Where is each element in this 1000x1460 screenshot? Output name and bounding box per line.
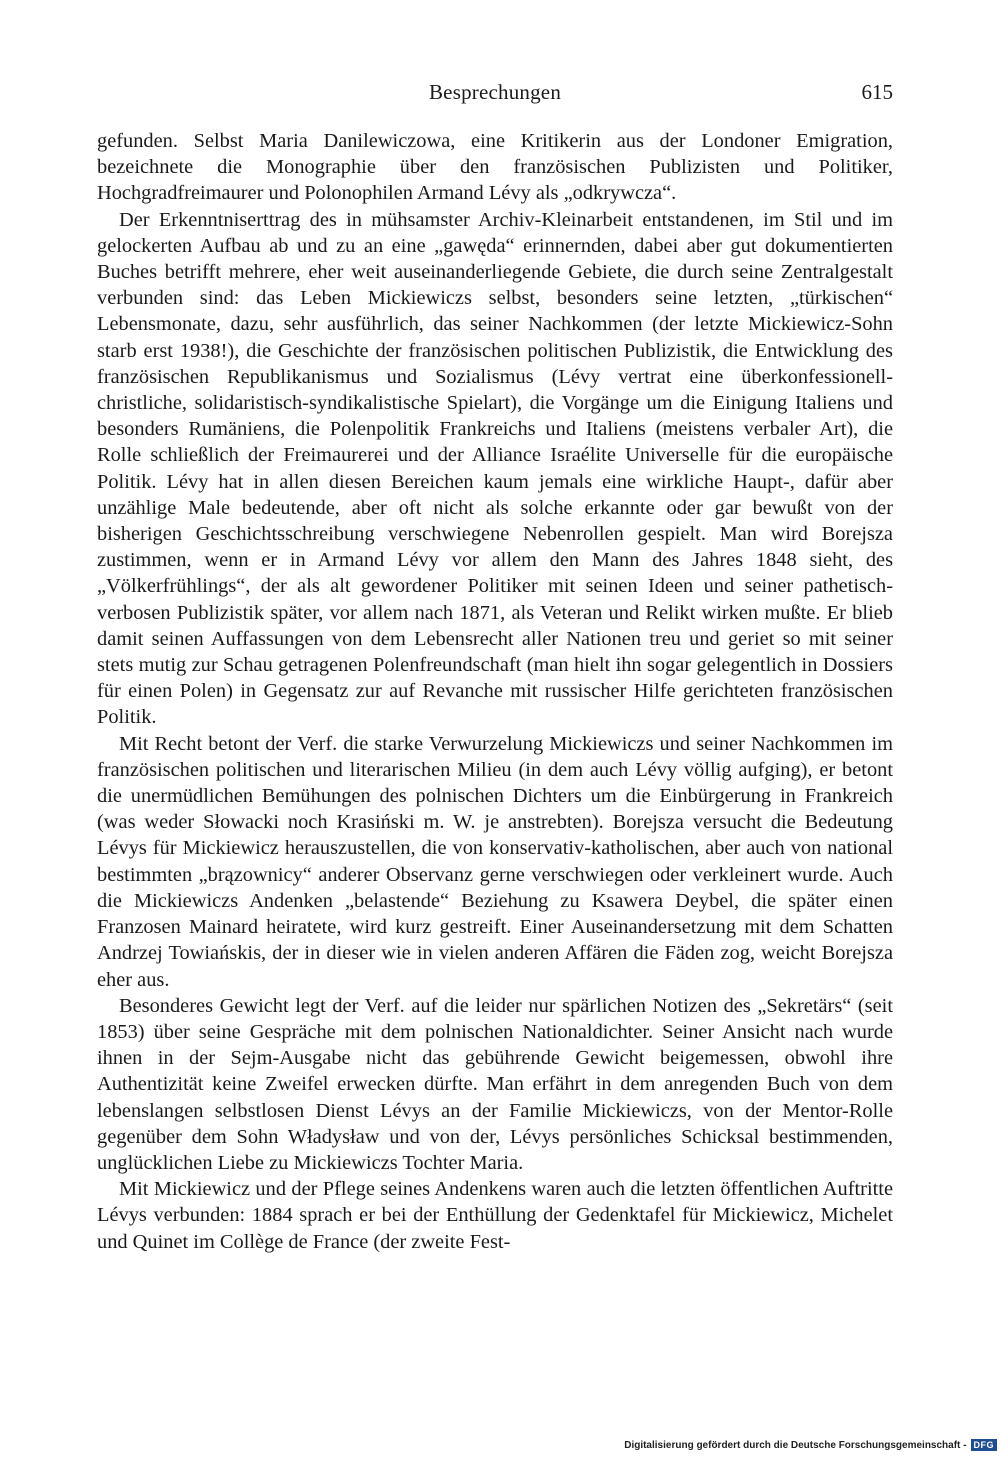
article-body	[97, 128, 893, 1255]
dfg-credit-text: Digitalisierung gefördert durch die Deutsche Forschungsgemeinschaft -	[624, 1439, 967, 1451]
paragraph: Mit Recht betont der Verf. die starke Verwurzelung Mickiewiczs und seiner Nachkommen im französischen politischen und literarischen Milieu (in dem auch Lévy völlig aufging), er betont die unermüdlichen Bemühungen des polnischen Dichters um die Einbürgerung in Frankreich (was weder Słowacki noch Krasiński m. W. je anstrebten). Borejsza versucht die Bedeutung Lévys für Mickiewicz herauszustellen, die von konservativ-katholischen, aber auch von national bestimmten „brązownicy“ anderer Observanz gerne verschwiegen oder verkleinert wurde. Auch die Mickiewiczs Andenken „belastende“ Beziehung zu Ksawera Deybel, die später einen Franzosen Mainard heiratete, wird kurz gestreift. Einer Auseinandersetzung mit dem Schatten Andrzej Towiańskis, der in dieser wie in vielen anderen Affären die Fäden zog, weicht Borejsza eher aus.	[97, 732, 893, 991]
paragraph: Besonderes Gewicht legt der Verf. auf die leider nur spärlichen Notizen des „Sekretärs“ (seit 1853) über seine Gespräche mit dem polnischen Nationaldichter. Seiner Ansicht nach wurde ihnen in der Sejm-Ausgabe nicht das gebührende Gewicht beigemessen, obwohl ihre Authentizität keine Zweifel erwecken dürfte. Man erfährt in dem anregenden Buch von dem lebenslangen selbstlosen Dienst Lévys an der Familie Mickiewiczs, von der Mentor-Rolle gegenüber dem Sohn Władysław und von der, Lévys persönliches Schicksal bestimmenden, unglücklichen Liebe zu Mickiewiczs Tochter Maria.	[97, 994, 893, 1174]
running-title: Besprechungen	[428, 80, 562, 104]
page-header	[97, 80, 893, 106]
paragraph: Der Erkenntniserttrag des in mühsamster Archiv-Kleinarbeit entstandenen, im Stil und im gelockerten Aufbau ab und zu an eine „gawęda“ erinnernden, dabei aber gut dokumentierten Buches betrifft mehrere, eher weit auseinanderliegende Gebiete, die durch seine Zentralgestalt verbunden sind: das Leben Mickiewiczs selbst, besonders seine letzten, „türkischen“ Lebensmonate, dazu, sehr ausführlich, das seiner Nachkommen (der letzte Mickiewicz-Sohn starb erst 1938!), die Geschichte der französischen politischen Publizistik, die Entwicklung des französischen Republikanismus und Sozialismus (Lévy vertrat eine überkonfessionell-christliche, solidaristisch-syndikalistische Spielart), die Vorgänge um die Einigung Italiens und besonders Rumäniens, die Polenpolitik Frankreichs und Italiens (meistens verbaler Art), die Rolle schließlich der Freimaurerei und der Alliance Israélite Universelle für die europäische Politik. Lévy hat in allen diesen Bereichen kaum jemals eine wirkliche Haupt-, dafür aber unzählige Male bedeutende, aber oft nicht als solche erkannte oder gar bewußt von der bisherigen Geschichtsschreibung verschwiegene Nebenrollen gespielt. Man wird Borejsza zustimmen, wenn er in Armand Lévy vor allem den Mann des Jahres 1848 sieht, des „Völkerfrühlings“, der als alt gewordener Politiker mit seinen Ideen und seiner pathetisch-verbosen Publizistik später, vor allem nach 1871, als Veteran und Relikt wirken mußte. Er blieb damit seinen Auffassungen von dem Lebensrecht aller Nationen treu und geriet so mit seiner stets mutig zur Schau getragenen Polenfreundschaft (man hielt ihn sogar gelegentlich in Dossiers für einen Polen) in Gegensatz zur auf Revanche mit russischer Hilfe gerichteten französischen Politik.	[97, 208, 893, 729]
dfg-logo: DFG	[971, 1439, 998, 1451]
paragraph: Mit Mickiewicz und der Pflege seines Andenkens waren auch die letzten öffentlichen Auftritte Lévys verbunden: 1884 sprach er bei der Enthüllung der Gedenktafel für Mickiewicz, Michelet und Quinet im Collège de France (der zweite Fest-	[97, 1178, 893, 1253]
paragraph-continuation: gefunden. Selbst Maria Danilewiczowa, eine Kritikerin aus der Londoner Emigration, bezeichnete die Monographie über den französischen Publizisten und Politiker, Hochgradfreimaurer und Polonophilen Armand Lévy als „odkrywcza“.	[97, 130, 893, 205]
page-number: 615	[861, 80, 893, 104]
digitization-footer	[624, 1439, 997, 1451]
